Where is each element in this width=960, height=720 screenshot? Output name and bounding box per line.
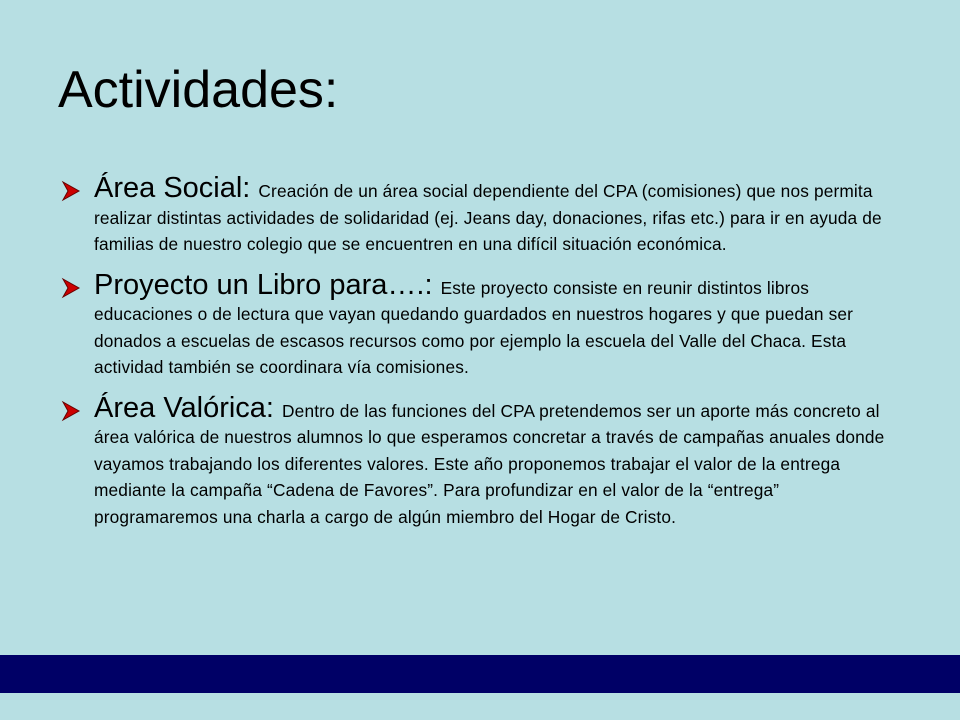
- footer-band: [0, 655, 960, 693]
- bullet-text: Dentro de las funciones del CPA pretendemos ser un aporte más concreto al área valórica de nuestros alumnos lo que esperamos concretar a través de campañas anuales donde vayamos trabajando los diferentes valores. Este año proponemos trabajar el valor de la entrega mediante la campaña “Cadena de Favores”. Para profundizar en el valor de la “entrega” programaremos una charla a cargo de algún miembro del Hogar de Cristo.: [94, 400, 885, 527]
- bullet-text: Este proyecto consiste en reunir distintos libros educaciones o de lectura que vayan quedando guardados en nuestros hogares y que puedan ser donados a escuelas de escasos recursos como por ejemplo la escuela del Valle del Chaca. Esta actividad también se coordinara vía comisiones.: [94, 277, 854, 377]
- bullet-area-social: [58, 172, 908, 258]
- arrow-bullet-icon: [60, 400, 82, 422]
- arrow-bullet-icon: [60, 277, 82, 299]
- bullet-lead: Área Valórica:: [94, 391, 283, 424]
- bullet-text: Creación de un área social dependiente del CPA (comisiones) que nos permita realizar distintas actividades de solidaridad (ej. Jeans day, donaciones, rifas etc.) para ir en ayuda de familias de nuestro colegio que se encuentren en una difícil situación económica.: [94, 181, 882, 254]
- bullet-lead: Área Social:: [94, 172, 259, 204]
- bullet-area-valorica: [58, 392, 908, 531]
- activities-list: [58, 172, 908, 541]
- slide-title: Actividades:: [58, 61, 339, 119]
- bullet-lead: Proyecto un Libro para….:: [94, 268, 441, 301]
- arrow-bullet-icon: [60, 180, 82, 202]
- bullet-proyecto-libro: [58, 269, 908, 381]
